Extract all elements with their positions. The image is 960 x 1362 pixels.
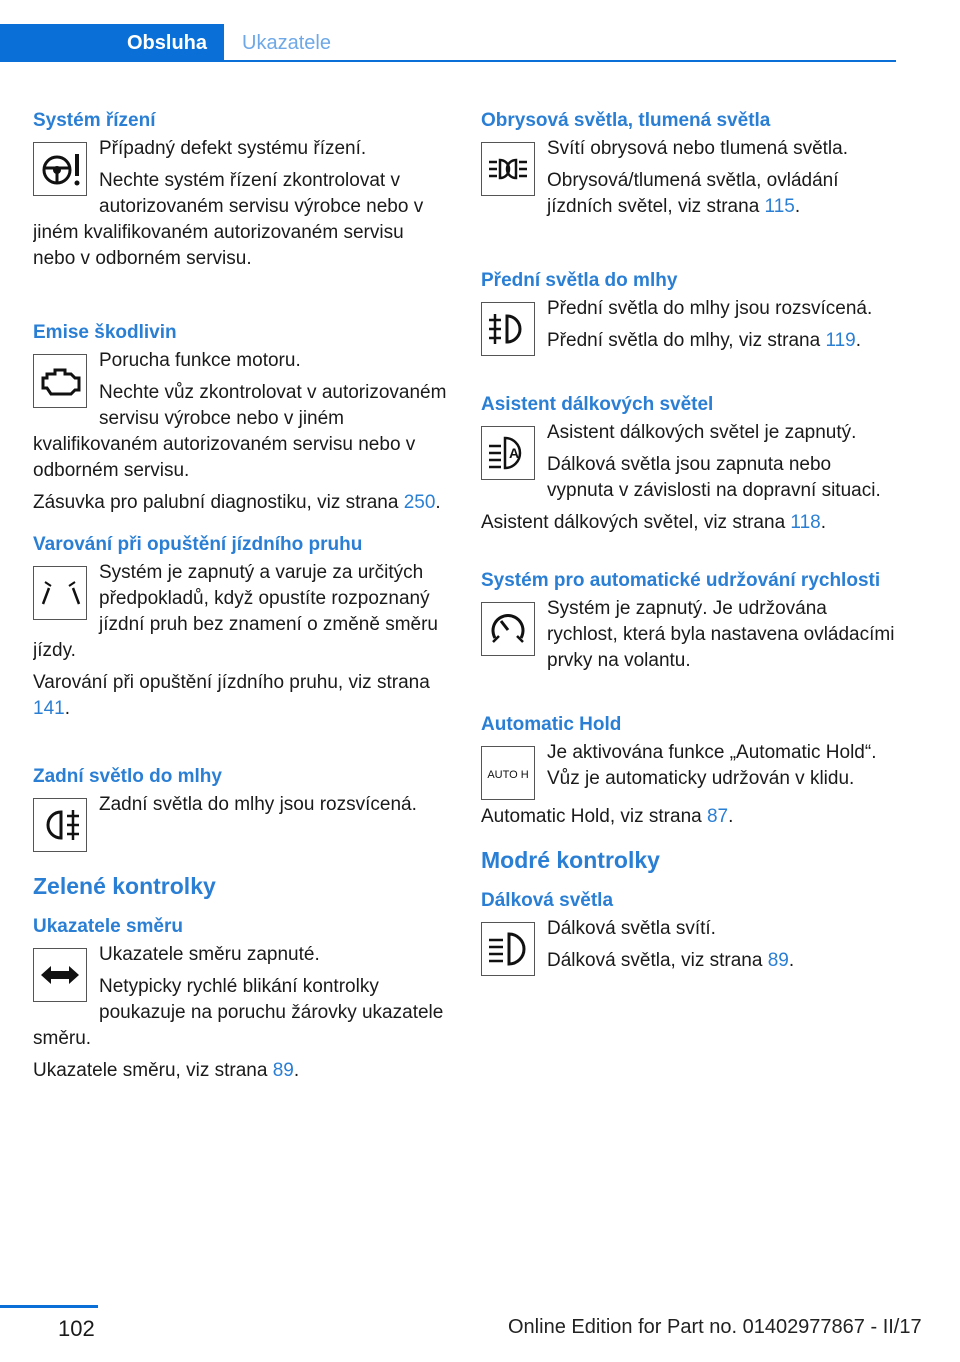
high-beam-ref-text: Dálková světla, viz strana: [547, 950, 763, 971]
high-beam-ref-end: .: [788, 950, 795, 971]
high-beam-assist-title: Asistent dálkových světel: [481, 394, 714, 415]
tab-ukazatele-label: Ukazatele: [242, 31, 331, 54]
auto-hold-ref: [481, 804, 897, 830]
tab-obsluha[interactable]: [0, 24, 224, 62]
emissions-text-2: Nechte vůz zkontrolovat v autorizovaném servisu výrobce nebo v jiném kvalifikovaném autorizovaném servisu nebo v odborném servisu.: [33, 382, 447, 481]
front-fog-ref-end: .: [855, 330, 862, 351]
emissions-ref-text: Zásuvka pro palubní diagnostiku, viz strana: [33, 492, 399, 513]
high-beam-assist-ref: [481, 510, 897, 536]
front-fog-page-link[interactable]: 119: [825, 330, 856, 351]
turn-page-link[interactable]: 89: [272, 1060, 294, 1081]
lane-ref: [33, 670, 449, 722]
rear-fog-title: Zadní světlo do mlhy: [33, 766, 222, 787]
section-auto-hold: [481, 710, 897, 830]
parking-title: Obrysová světla, tlumená světla: [481, 110, 771, 131]
auto-hold-text-1: Je aktivována funkce „Automatic Hold“. Vůz je automaticky udržován v klidu.: [547, 742, 877, 789]
auto-hold-icon-text: AUTO H: [487, 769, 529, 781]
turn-signal-icon: [33, 948, 87, 1002]
section-parking: [481, 106, 897, 226]
right-column: [481, 100, 897, 994]
cruise-text-1: Systém je zapnutý. Je udržována rychlost, která byla nastavena ovládacími prvky na volantu.: [547, 598, 895, 671]
cruise-title: Systém pro automatické udržování rychlosti: [481, 570, 881, 591]
section-emissions: [33, 318, 449, 516]
section-turn: [33, 912, 449, 1084]
auto-hold-ref-end: .: [728, 806, 734, 827]
steering-warning-icon: [33, 142, 87, 196]
high-beam-assist-ref-text: Asistent dálkových světel, viz strana: [481, 512, 786, 533]
auto-hold-title: Automatic Hold: [481, 714, 622, 735]
rear-fog-icon: [33, 798, 87, 852]
high-beam-ref: [481, 948, 897, 974]
emissions-page-link[interactable]: 250: [403, 492, 436, 513]
emissions-ref: [33, 490, 449, 516]
lane-ref-end: .: [64, 698, 70, 719]
tab-ukazatele[interactable]: [242, 24, 331, 62]
cruise-control-icon: [481, 602, 535, 656]
high-beam-page-link[interactable]: 89: [767, 950, 789, 971]
high-beam-text-1: Dálková světla svítí.: [547, 918, 716, 939]
turn-title: Ukazatele směru: [33, 916, 183, 937]
parking-ref-end: .: [794, 196, 801, 217]
high-beam-title: Dálková světla: [481, 890, 614, 911]
turn-ref-end: .: [293, 1060, 300, 1081]
engine-icon: [33, 354, 87, 408]
left-column: [33, 100, 449, 1098]
auto-hold-page-link[interactable]: 87: [706, 806, 729, 827]
svg-text:A: A: [509, 445, 520, 461]
turn-ref: [33, 1058, 449, 1084]
high-beam-assist-ref-end: .: [820, 512, 826, 533]
page-number: 102: [58, 1316, 95, 1341]
emissions-ref-end: .: [435, 492, 441, 513]
tab-obsluha-label: Obsluha: [126, 31, 207, 54]
parking-ref-text: Obrysová/tlumená světla, ovládání jízdních světel, viz strana: [547, 170, 839, 217]
lane-ref-text: Varování při opuštění jízdního pruhu, viz strana: [33, 672, 430, 693]
turn-text-2: Netypicky rychlé blikání kontrolky poukazuje na poruchu žárovky ukazatele směru.: [33, 976, 444, 1049]
auto-hold-ref-text: Automatic Hold, viz strana: [481, 806, 702, 827]
turn-ref-text: Ukazatele směru, viz strana: [33, 1060, 268, 1081]
section-lane: [33, 530, 449, 722]
front-fog-icon: [481, 302, 535, 356]
lane-text-1: Systém je zapnutý a varuje za určitých předpokladů, když opustíte rozpoznaný jízdní pruh bez znamení o změně směru jízdy.: [33, 562, 439, 661]
front-fog-ref: [481, 328, 897, 354]
front-fog-ref-text: Přední světla do mlhy, viz strana: [547, 330, 821, 351]
high-beam-assist-icon: [481, 426, 535, 480]
edition-text: Online Edition for Part no. 01402977867 - II/17: [508, 1316, 922, 1338]
green-heading: Zelené kontrolky: [33, 873, 216, 899]
section-front-fog: [481, 266, 897, 360]
footer-rule: [0, 1305, 98, 1308]
steering-title: Systém řízení: [33, 110, 156, 131]
parking-page-link[interactable]: 115: [764, 196, 795, 217]
high-beam-icon: [481, 922, 535, 976]
parking-lights-icon: [481, 142, 535, 196]
parking-text-1: Svítí obrysová nebo tlumená světla.: [547, 138, 848, 159]
lane-departure-icon: [33, 566, 87, 620]
steering-text-2: Nechte systém řízení zkontrolovat v autorizovaném servisu výrobce nebo v jiném kvalifikovaném autorizovaném servisu nebo v odborném servisu.: [33, 170, 424, 269]
rear-fog-text-1: Zadní světla do mlhy jsou rozsvícená.: [99, 794, 417, 815]
header-tabbar: [0, 24, 896, 62]
front-fog-title: Přední světla do mlhy: [481, 270, 678, 291]
section-rear-fog: [33, 762, 449, 856]
lane-page-link[interactable]: 141: [33, 698, 65, 719]
turn-text-1: Ukazatele směru zapnuté.: [99, 944, 320, 965]
high-beam-assist-text-2: Dálková světla jsou zapnuta nebo vypnuta v závislosti na dopravní situaci.: [547, 454, 881, 501]
blue-heading: Modré kontrolky: [481, 847, 660, 873]
emissions-title: Emise škodlivin: [33, 322, 177, 343]
emissions-text-1: Porucha funkce motoru.: [99, 350, 301, 371]
lane-title: Varování při opuštění jízdního pruhu: [33, 534, 363, 555]
section-steering: [33, 106, 449, 278]
auto-hold-icon: [481, 746, 535, 800]
section-high-beam-assist: [481, 390, 897, 536]
high-beam-assist-page-link[interactable]: 118: [790, 512, 821, 533]
section-cruise: [481, 566, 897, 680]
high-beam-assist-text-1: Asistent dálkových světel je zapnutý.: [547, 422, 857, 443]
section-high-beam: [481, 886, 897, 980]
steering-text-1: Případný defekt systému řízení.: [99, 138, 367, 159]
parking-ref: [481, 168, 897, 220]
front-fog-text-1: Přední světla do mlhy jsou rozsvícená.: [547, 298, 873, 319]
header-rule: [0, 60, 896, 62]
